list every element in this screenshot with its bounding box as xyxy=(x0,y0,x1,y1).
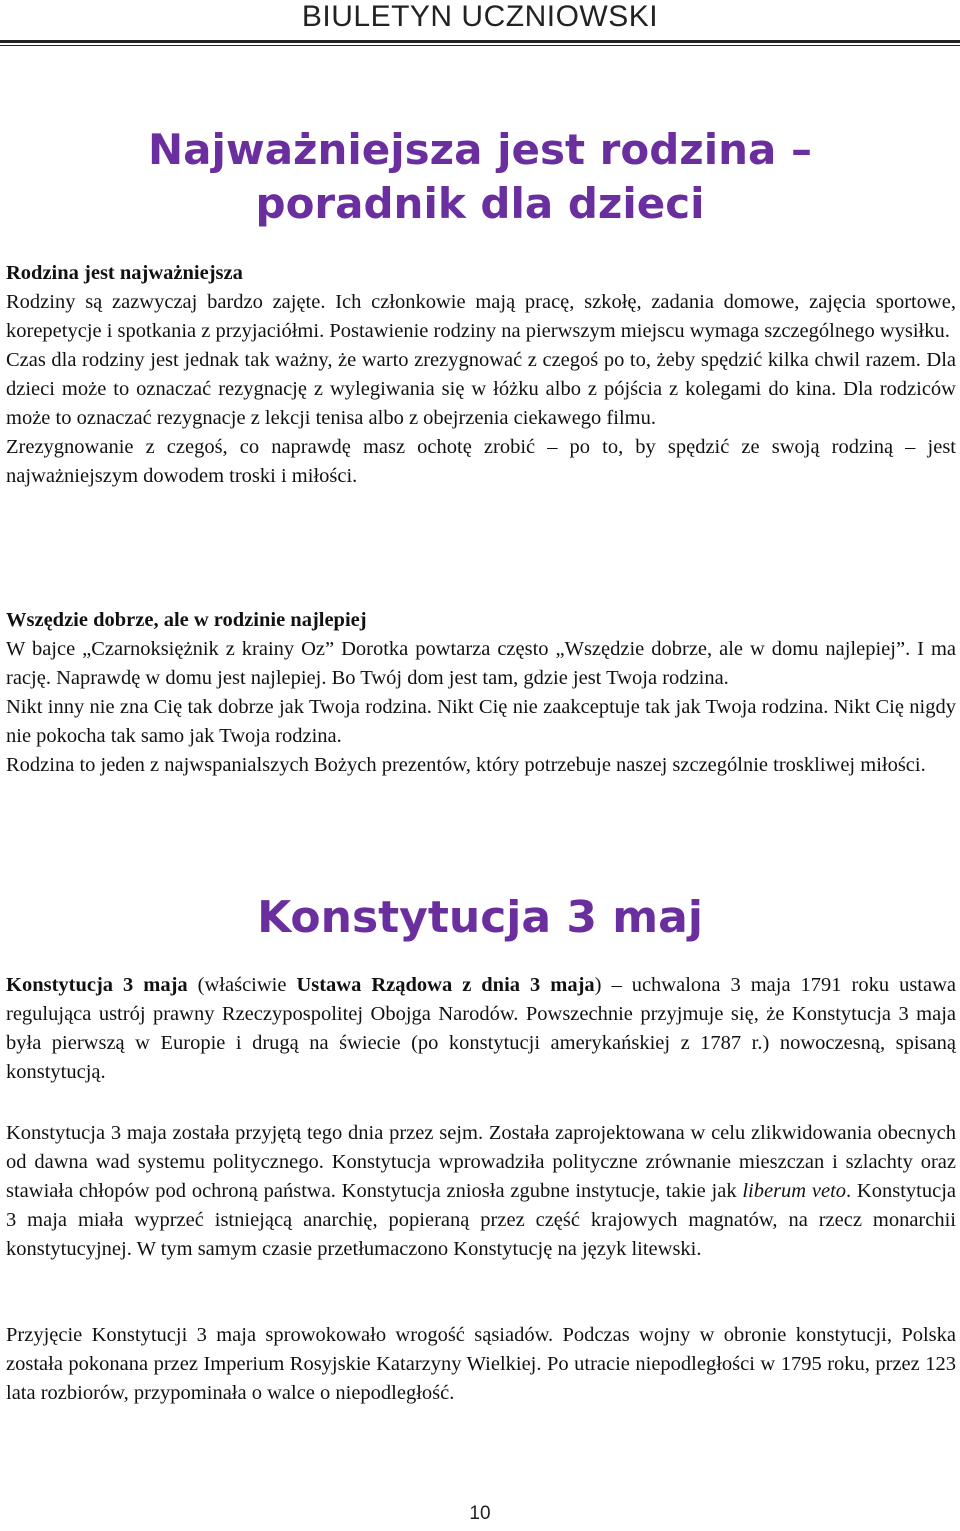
paragraph: Nikt inny nie zna Cię tak dobrze jak Twoja rodzina. Nikt Cię nie zaakceptuje tak jak Twoja rodzina. Nikt Cię nigdy nie pokocha tak samo jak Twoja rodzina. xyxy=(6,696,956,747)
page-number: 10 xyxy=(469,1503,491,1524)
constitution-paragraph-3 xyxy=(6,1321,956,1408)
newsletter-header xyxy=(0,0,960,41)
section-family-most-important xyxy=(6,259,956,491)
article-title-line-2: poradnik dla dzieci xyxy=(255,179,705,228)
section-heading: Wszędzie dobrze, ale w rodzinie najlepiej xyxy=(6,609,367,631)
italic-term: liberum veto xyxy=(742,1180,847,1202)
article-title-constitution: Konstytucja 3 maj xyxy=(257,892,703,943)
paragraph: Rodzina to jeden z najwspanialszych Bożych prezentów, który potrzebuje naszej szczególnie troskliwej miłości. xyxy=(6,754,926,776)
article-title-line-1: Najważniejsza jest rodzina – xyxy=(148,125,812,174)
constitution-paragraph-2 xyxy=(6,1119,956,1264)
bold-term: Ustawa Rządowa z dnia 3 maja xyxy=(296,974,595,996)
paragraph: Rodziny są zazwyczaj bardzo zajęte. Ich członkowie mają pracę, szkołę, zadania domowe, zajęcia sportowe, korepetycje i spotkania z przyjaciółmi. Postawienie rodziny na pierwszym miejscu wymaga szczególnego wysiłku. xyxy=(6,291,956,342)
text-run: (właściwie xyxy=(187,974,297,996)
paragraph xyxy=(6,971,956,1087)
section-heading: Rodzina jest najważniejsza xyxy=(6,262,243,284)
text-run: Konstytucja 3 maja została przyjętą tego dnia przez sejm. Została zaprojektowana w celu zlikwidowania obecnych od dawna wad systemu politycznego. Konstytucja wprowadziła polityczne zrównanie mieszczan i szlachty oraz stawiała chłopów pod ochroną państwa. Konstytucja zniosła zgubne instytucje, takie jak xyxy=(6,1122,956,1202)
constitution-paragraph-1 xyxy=(6,971,956,1087)
text-run: ) – uchwalona 3 maja 1791 roku ustawa regulująca ustrój prawny Rzeczypospolitej Obojga Narodów. Powszechnie przyjmuje się, że Konstytucja 3 maja była pierwszą w Europie i drugą na świecie (po konstytucji amerykańskiej z 1787 r.) nowoczesną, spisaną konstytucją. xyxy=(6,974,957,1083)
paragraph: Przyjęcie Konstytucji 3 maja sprowokowało wrogość sąsiadów. Podczas wojny w obronie konstytucji, Polska została pokonana przez Imperium Rosyjskie Katarzyny Wielkiej. Po utracie niepodległości w 1795 roku, przez 123 lata rozbiorów, przypominała o walce o niepodległość. xyxy=(6,1324,956,1404)
section-everywhere-good xyxy=(6,606,956,780)
paragraph: W bajce „Czarnoksiężnik z krainy Oz” Dorotka powtarza często „Wszędzie dobrze, ale w domu najlepiej”. I ma rację. Naprawdę w domu jest najlepiej. Bo Twój dom jest tam, gdzie jest Twoja rodzina. xyxy=(6,638,956,689)
header-divider xyxy=(0,40,960,43)
newsletter-title: BIULETYN UCZNIOWSKI xyxy=(301,0,659,33)
paragraph xyxy=(6,1119,956,1264)
header-divider-thin xyxy=(0,45,960,46)
text-run: . Konstytucja 3 maja miała wyprzeć istniejącą anarchię, popieraną przez część krajowych magnatów, na rzecz monarchii konstytucyjnej. W tym samym czasie przetłumaczono Konstytucję na język litewski. xyxy=(6,1180,956,1260)
paragraph: Zrezygnowanie z czegoś, co naprawdę masz ochotę zrobić – po to, by spędzić ze swoją rodziną – jest najważniejszym dowodem troski i miłości. xyxy=(6,436,956,487)
paragraph: Czas dla rodziny jest jednak tak ważny, że warto zrezygnować z czegoś po to, żeby spędzić kilka chwil razem. Dla dzieci może to oznaczać rezygnację z wylegiwania się w łóżku albo z pójścia z kolegami do kina. Dla rodziców może to oznaczać rezygnacje z lekcji tenisa albo z obejrzenia ciekawego filmu. xyxy=(6,349,956,429)
bold-term: Konstytucja 3 maja xyxy=(6,974,188,996)
